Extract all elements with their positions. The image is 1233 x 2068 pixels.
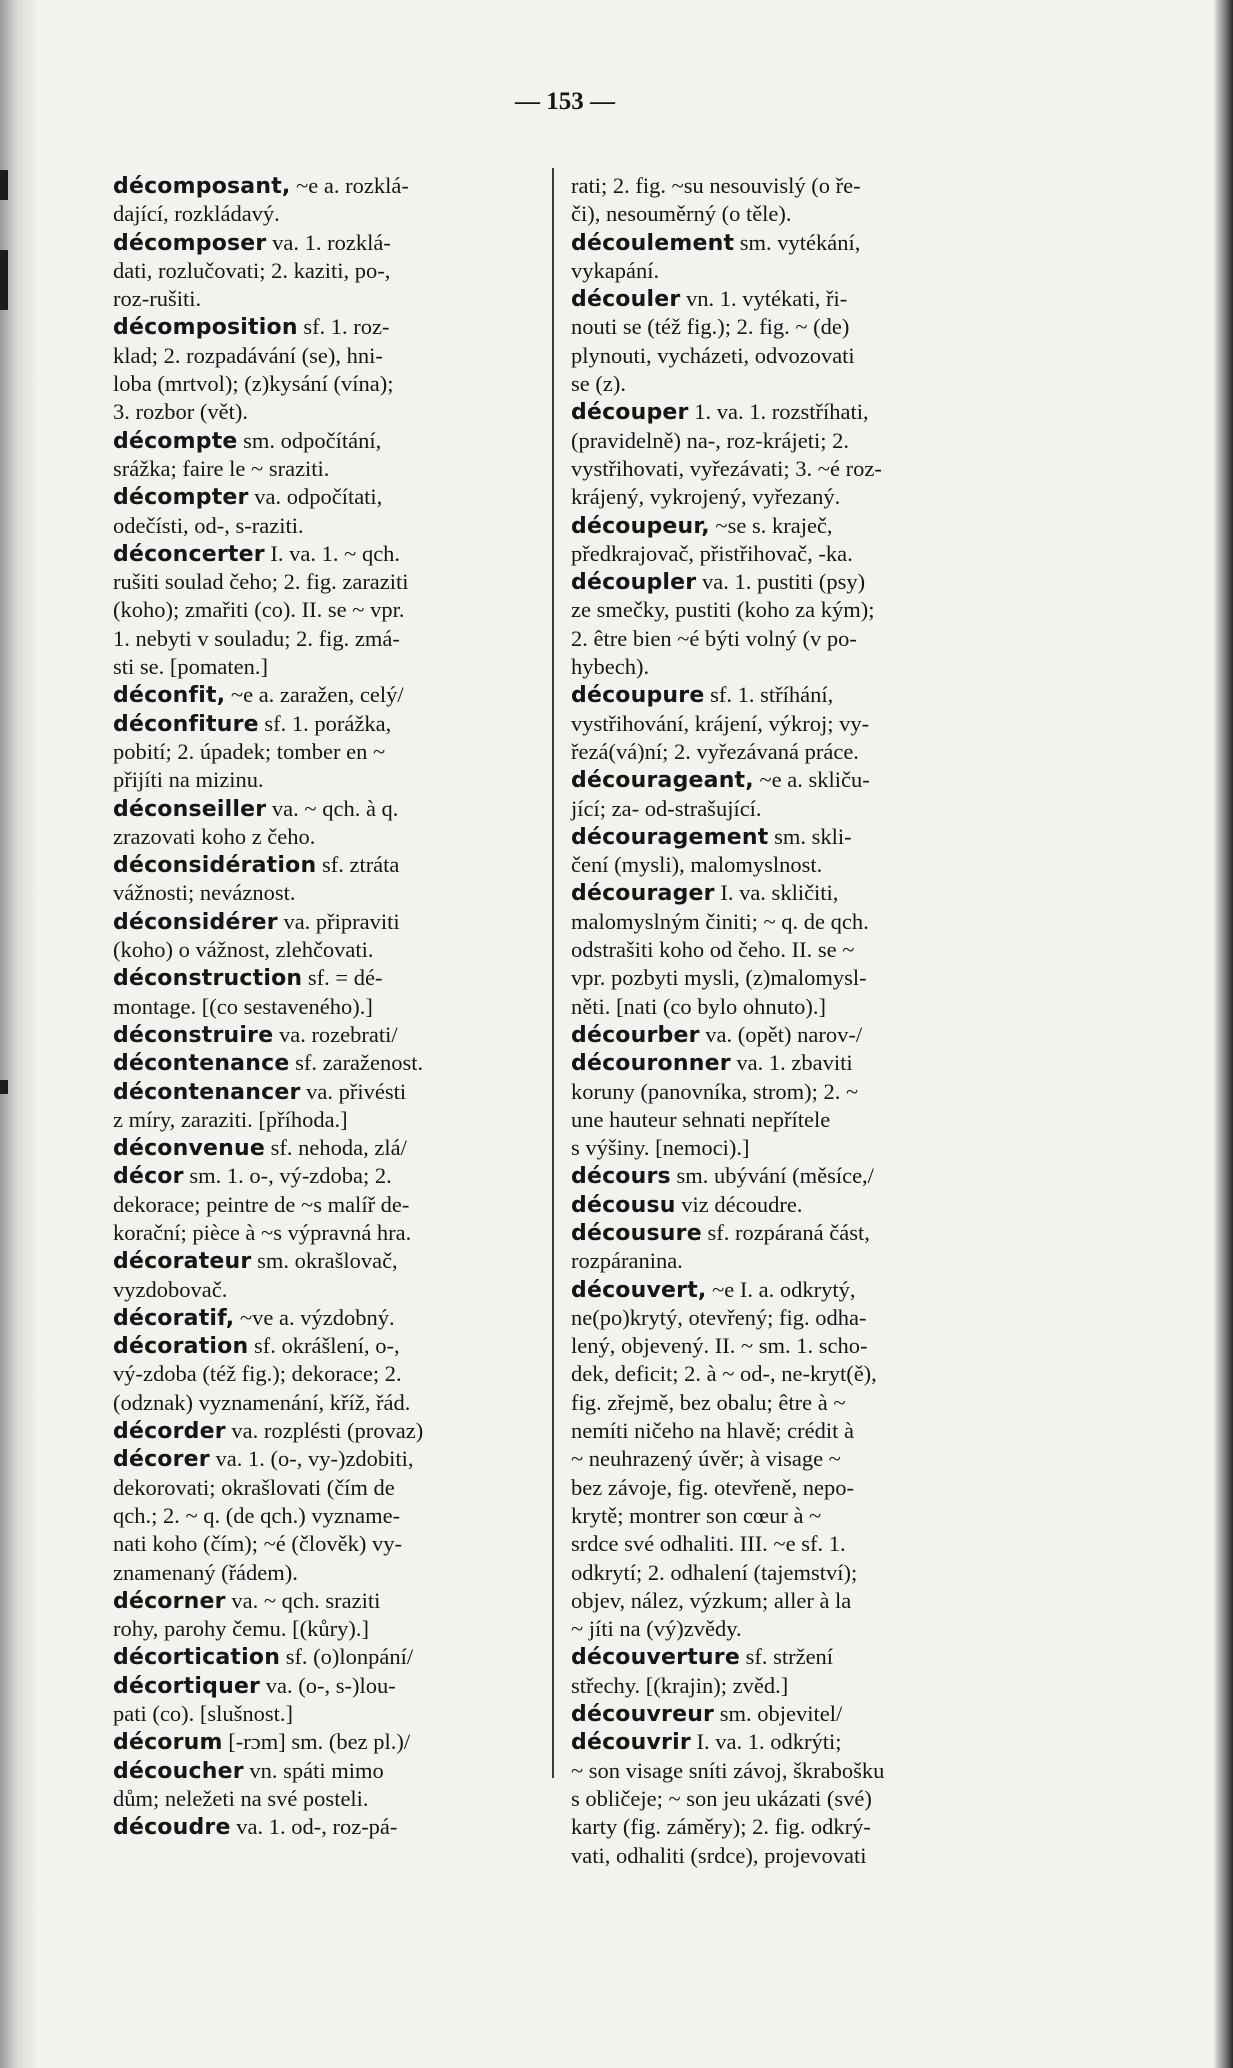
entry-line: montage. [(co sestaveného).]	[113, 993, 373, 1019]
headword: découpler	[571, 570, 697, 596]
column-divider	[552, 168, 554, 1778]
entry-line: pobití; 2. úpadek; tomber en ~	[113, 738, 386, 764]
dictionary-entry	[105, 1445, 545, 1586]
headword: décorner	[113, 1588, 226, 1614]
entry-line: vati, odhaliti (srdce), projevovati	[571, 1842, 867, 1868]
dictionary-entry	[563, 285, 1003, 398]
definition-text: sm. 1. o-, vý-zdoba; 2.	[183, 1163, 392, 1189]
entry-headline	[563, 1643, 1003, 1671]
definition-text: va. rozebrati/	[273, 1021, 398, 1047]
headword: découvrir	[571, 1730, 691, 1756]
entry-headline	[105, 1247, 545, 1275]
headword: découverture	[571, 1645, 740, 1671]
headword: décorer	[113, 1447, 210, 1473]
entry-line: znamenaný (řádem).	[113, 1559, 298, 1585]
entry-line: klad; 2. rozpadávání (se), hni-	[113, 342, 383, 368]
dictionary-entry	[105, 1021, 545, 1049]
book-gutter-shadow	[0, 0, 38, 2068]
headword: décorder	[113, 1419, 226, 1445]
headword: déconstruction	[113, 966, 303, 992]
dictionary-entry	[105, 172, 545, 229]
entry-headline	[563, 766, 1003, 794]
dictionary-entry	[563, 1728, 1003, 1869]
definition-text: va. 1. pustiti (psy)	[696, 569, 866, 595]
definition-text: sf. (o)lonpání/	[280, 1644, 414, 1670]
entry-headline	[105, 1332, 545, 1360]
dictionary-entry	[105, 1247, 545, 1304]
entry-headline	[105, 229, 545, 257]
dictionary-entry	[105, 427, 545, 484]
entry-line: vystřihování, krájení, výkroj; vy-	[571, 710, 870, 736]
dictionary-entry	[105, 1049, 545, 1077]
dictionary-entry	[105, 229, 545, 314]
dictionary-entry	[105, 1304, 545, 1332]
definition-text: sm. objevitel/	[714, 1701, 843, 1727]
entry-line: korační; pièce à ~s výpravná hra.	[113, 1219, 412, 1245]
headword: découpure	[571, 683, 705, 709]
headword: déconfiture	[113, 711, 259, 737]
dictionary-entry	[563, 1049, 1003, 1162]
entry-headline	[563, 512, 1003, 540]
dictionary-entry	[563, 229, 1003, 286]
entry-headline: rati; 2. fig. ~su nesouvislý (o ře-	[571, 173, 861, 198]
dictionary-entry	[563, 512, 1003, 569]
dictionary-entry	[105, 908, 545, 965]
dictionary-entry	[563, 172, 1003, 229]
entry-line: srážka; faire le ~ sraziti.	[113, 455, 330, 481]
entry-line: roz-rušiti.	[113, 286, 202, 312]
entry-line: odkrytí; 2. odhalení (tajemství);	[571, 1559, 858, 1585]
entry-line: vystřihovati, vyřezávati; 3. ~é roz-	[571, 455, 882, 481]
entry-line: une hauteur sehnati nepřítele	[571, 1106, 831, 1132]
dictionary-entry	[105, 540, 545, 681]
dictionary-entry	[105, 1587, 545, 1644]
entry-line: zrazovati koho z čeho.	[113, 823, 316, 849]
page-number: — 153 —	[515, 88, 615, 115]
entry-headline	[563, 1021, 1003, 1049]
definition-text: sf. stržení	[739, 1644, 834, 1670]
entry-headline	[563, 1162, 1003, 1190]
entry-line: ~ neuhrazený úvěr; à visage ~	[571, 1446, 841, 1472]
definition-text: sf. 1. porážka,	[258, 710, 392, 736]
headword: décorateur	[113, 1249, 252, 1275]
headword: découdre	[113, 1815, 231, 1841]
entry-headline	[105, 1445, 545, 1473]
entry-headline	[563, 229, 1003, 257]
entry-headline	[105, 1643, 545, 1671]
entry-line: srdce své odhaliti. III. ~e sf. 1.	[571, 1531, 846, 1557]
entry-headline	[105, 908, 545, 936]
entry-line: (odznak) vyznamenání, kříž, řád.	[113, 1389, 411, 1415]
dictionary-entry	[105, 1757, 545, 1814]
headword: décortiquer	[113, 1673, 261, 1699]
entry-line: vý-zdoba (též fig.); dekorace; 2.	[113, 1361, 402, 1387]
entry-headline	[105, 851, 545, 879]
headword: déconstruire	[113, 1022, 274, 1048]
entry-headline	[105, 1728, 545, 1756]
headword: déconseiller	[113, 796, 267, 822]
dictionary-entry	[105, 1134, 545, 1162]
definition-text: sf. 1. stříhání,	[704, 682, 834, 708]
entry-line: rozpáranina.	[571, 1248, 683, 1274]
entry-headline	[563, 1191, 1003, 1219]
entry-line: se (z).	[571, 371, 626, 397]
entry-line: ~ jíti na (vý)zvědy.	[571, 1616, 742, 1642]
definition-text: viz découdre.	[675, 1191, 803, 1217]
entry-line: ne(po)krytý, otevřený; fig. odha-	[571, 1304, 867, 1330]
entry-line: dekorace; peintre de ~s malíř de-	[113, 1191, 410, 1217]
entry-line: či), nesouměrný (o těle).	[571, 201, 792, 227]
entry-line: předkrajovač, přistřihovač, -ka.	[571, 540, 853, 566]
entry-line: 2. être bien ~é býti volný (v po-	[571, 625, 857, 651]
left-column	[105, 172, 545, 1842]
entry-line: s výšiny. [nemoci).]	[571, 1135, 750, 1161]
entry-line: fig. zřejmě, bez obalu; être à ~	[571, 1389, 846, 1415]
headword: décor	[113, 1164, 184, 1190]
dictionary-entry	[105, 851, 545, 908]
definition-text: sm. skli-	[768, 823, 852, 849]
page-edge-shadow	[1213, 0, 1233, 2068]
definition-text: vn. 1. vytékati, ři-	[680, 286, 848, 312]
dictionary-entry	[563, 398, 1003, 511]
definition-text: ~se s. kraječ,	[709, 512, 833, 538]
definition-text: va. ~ qch. sraziti	[225, 1587, 381, 1613]
dictionary-entry	[105, 681, 545, 709]
dictionary-entry	[105, 1672, 545, 1729]
definition-text: sf. rozpáraná část,	[701, 1219, 870, 1245]
dictionary-entry	[105, 1078, 545, 1135]
entry-headline	[105, 1417, 545, 1445]
dictionary-entry	[105, 964, 545, 1021]
definition-text: va. (opět) narov-/	[699, 1021, 863, 1047]
entry-headline	[105, 964, 545, 992]
headword: découler	[571, 287, 681, 313]
dictionary-entry	[563, 1219, 1003, 1276]
headword: découlement	[571, 230, 735, 256]
headword: décomposition	[113, 315, 298, 341]
headword: décomposant,	[113, 174, 291, 199]
definition-text: va. 1. zbaviti	[730, 1050, 853, 1076]
entry-line: objev, nález, výzkum; aller à la	[571, 1587, 852, 1613]
dictionary-entry	[563, 1643, 1003, 1700]
entry-line: malomyslným činiti; ~ q. de qch.	[571, 908, 869, 934]
entry-headline	[105, 795, 545, 823]
entry-line: vpr. pozbyti mysli, (z)malomysl-	[571, 965, 867, 991]
headword: décousu	[571, 1192, 676, 1218]
entry-headline	[105, 1021, 545, 1049]
entry-headline	[105, 1162, 545, 1190]
entry-headline	[563, 1276, 1003, 1304]
definition-text: sf. 1. roz-	[297, 314, 390, 340]
dictionary-entry	[563, 766, 1003, 823]
dictionary-entry	[563, 568, 1003, 681]
entry-line: jící; za- od-strašující.	[571, 795, 762, 821]
definition-text: va. odpočítati,	[248, 484, 383, 510]
entry-line: vykapání.	[571, 257, 660, 283]
dictionary-entry	[105, 1728, 545, 1756]
entry-line: sti se. [pomaten.]	[113, 654, 268, 680]
entry-line: pati (co). [slušnost.]	[113, 1701, 293, 1727]
entry-line: krájený, vykrojený, vyřezaný.	[571, 484, 841, 510]
definition-text: va. připraviti	[277, 908, 400, 934]
entry-line: rohy, parohy čemu. [(kůry).]	[113, 1616, 369, 1642]
entry-line: odečísti, od-, s-raziti.	[113, 512, 304, 538]
entry-headline	[105, 1049, 545, 1077]
headword: découcher	[113, 1758, 244, 1784]
definition-text: vn. spáti mimo	[243, 1757, 384, 1783]
entry-line: (pravidelně) na-, roz-krájeti; 2.	[571, 427, 849, 453]
entry-line: lený, objevený. II. ~ sm. 1. scho-	[571, 1333, 868, 1359]
entry-line: (koho); zmařiti (co). II. se ~ vpr.	[113, 597, 405, 623]
dictionary-entry	[563, 1191, 1003, 1219]
definition-text: sm. okrašlovač,	[251, 1248, 398, 1274]
dictionary-entry	[105, 313, 545, 426]
entry-line: čení (mysli), malomyslnost.	[571, 852, 823, 878]
headword: décompter	[113, 485, 249, 511]
entry-line: plynouti, vycházeti, odvozovati	[571, 342, 855, 368]
headword: décontenance	[113, 1051, 290, 1077]
entry-headline	[563, 823, 1003, 851]
entry-line: dekorovati; okrašlovati (čím de	[113, 1474, 395, 1500]
headword: découvreur	[571, 1702, 715, 1728]
headword: décourber	[571, 1022, 700, 1048]
definition-text: I. va. 1. odkrýti;	[690, 1729, 842, 1755]
definition-text: I. va. 1. ~ qch.	[264, 540, 401, 566]
dictionary-entry	[105, 1813, 545, 1841]
entry-line: koruny (panovníka, strom); 2. ~	[571, 1078, 859, 1104]
headword: déconfit,	[113, 683, 226, 709]
definition-text: sm. ubývání (měsíce,/	[670, 1163, 874, 1189]
definition-text: va. ~ qch. à q.	[266, 795, 399, 821]
definition-text: sf. ztráta	[316, 852, 400, 878]
entry-line: nemíti ničeho na hlavě; crédit à	[571, 1418, 855, 1444]
headword: découpeur,	[571, 513, 710, 539]
entry-headline	[563, 285, 1003, 313]
headword: décoration	[113, 1334, 249, 1360]
headword: découragement	[571, 824, 769, 850]
headword: découronner	[571, 1051, 731, 1077]
entry-headline	[105, 1304, 545, 1332]
dictionary-entry	[563, 1700, 1003, 1728]
entry-headline	[563, 681, 1003, 709]
entry-headline	[105, 1078, 545, 1106]
entry-line: loba (mrtvol); (z)kysání (vína);	[113, 371, 394, 397]
definition-text: va. 1. rozklá-	[266, 229, 391, 255]
entry-headline	[105, 483, 545, 511]
definition-text: 1. va. 1. rozstříhati,	[688, 399, 869, 425]
entry-line: dům; neležeti na své posteli.	[113, 1785, 369, 1811]
definition-text: va. rozplésti (provaz)	[225, 1418, 424, 1444]
entry-line: krytě; montrer son cœur à ~	[571, 1502, 822, 1528]
entry-line: dek, deficit; 2. à ~ od-, ne-kryt(ě),	[571, 1361, 877, 1387]
entry-headline	[105, 540, 545, 568]
entry-line: něti. [nati (co bylo ohnuto).]	[571, 993, 826, 1019]
headword: déconvenue	[113, 1136, 265, 1162]
headword: décomposer	[113, 230, 267, 256]
entry-line: střechy. [(krajin); zvěd.]	[571, 1672, 789, 1698]
dictionary-entry	[105, 795, 545, 852]
entry-line: hybech).	[571, 654, 650, 680]
entry-line: řezá(vá)ní; 2. vyřezávaná práce.	[571, 738, 859, 764]
headword: découvert,	[571, 1277, 707, 1303]
definition-text: ~ve a. výzdobný.	[234, 1304, 395, 1330]
definition-text: sf. zaraženost.	[289, 1050, 424, 1076]
headword: déconcerter	[113, 541, 265, 567]
entry-headline	[563, 1219, 1003, 1247]
headword: décorum	[113, 1730, 223, 1756]
entry-line: ze smečky, pustiti (koho za kým);	[571, 597, 875, 623]
entry-headline	[563, 1728, 1003, 1756]
headword: décontenancer	[113, 1079, 301, 1105]
definition-text: sm. vytékání,	[734, 229, 861, 255]
entry-headline	[563, 1700, 1003, 1728]
entry-headline	[563, 879, 1003, 907]
headword: déconsidérer	[113, 909, 278, 935]
entry-line: přijíti na mizinu.	[113, 767, 264, 793]
entry-headline	[105, 1757, 545, 1785]
entry-line: vyzdobovač.	[113, 1276, 228, 1302]
dictionary-entry	[105, 1162, 545, 1247]
entry-headline	[105, 427, 545, 455]
dictionary-entry	[105, 1417, 545, 1445]
definition-text: ~e a. zaražen, celý/	[225, 682, 404, 708]
definition-text: va. 1. (o-, vy-)zdobiti,	[209, 1446, 414, 1472]
entry-headline	[105, 710, 545, 738]
entry-line: (koho) o vážnost, zlehčovati.	[113, 937, 374, 963]
entry-line: 1. nebyti v souladu; 2. fig. zmá-	[113, 625, 400, 651]
headword: décourageant,	[571, 768, 754, 794]
dictionary-entry	[563, 879, 1003, 1020]
definition-text: I. va. skličiti,	[714, 880, 839, 906]
entry-headline	[105, 1813, 545, 1841]
definition-text: ~e a. skliču-	[753, 767, 870, 793]
entry-line: ~ son visage sníti závoj, škrabošku	[571, 1757, 885, 1783]
headword: décompte	[113, 428, 238, 454]
definition-text: [-rɔm] sm. (bez pl.)/	[222, 1729, 411, 1755]
dictionary-entry	[105, 483, 545, 540]
entry-line: z míry, zaraziti. [příhoda.]	[113, 1106, 348, 1132]
dictionary-entry	[105, 710, 545, 795]
entry-headline	[105, 1134, 545, 1162]
dictionary-entry	[563, 1021, 1003, 1049]
edge-mark	[0, 250, 8, 310]
headword: découper	[571, 400, 689, 426]
definition-text: sf. = dé-	[302, 965, 383, 991]
entry-headline	[105, 172, 545, 200]
headword: décoratif,	[113, 1305, 235, 1331]
entry-line: 3. rozbor (vět).	[113, 399, 248, 425]
entry-headline	[563, 1049, 1003, 1077]
definition-text: sf. nehoda, zlá/	[265, 1135, 407, 1161]
headword: décourager	[571, 881, 715, 907]
entry-line: vážnosti; neváznost.	[113, 880, 296, 906]
entry-line: dající, rozkládavý.	[113, 201, 280, 227]
entry-line: karty (fig. záměry); 2. fig. odkrý-	[571, 1814, 871, 1840]
edge-mark	[0, 170, 8, 200]
entry-line: nouti se (též fig.); 2. fig. ~ (de)	[571, 314, 850, 340]
entry-headline	[105, 681, 545, 709]
headword: déconsidération	[113, 853, 317, 879]
definition-text: ~e a. rozklá-	[290, 173, 409, 198]
entry-line: nati koho (čím); ~é (člověk) vy-	[113, 1531, 402, 1557]
entry-line: odstrašiti koho od čeho. II. se ~	[571, 937, 855, 963]
definition-text: sf. okrášlení, o-,	[248, 1333, 400, 1359]
edge-mark	[0, 1080, 8, 1094]
dictionary-entry	[563, 823, 1003, 880]
entry-line: qch.; 2. ~ q. (de qch.) vyzname-	[113, 1502, 401, 1528]
definition-text: ~e I. a. odkrytý,	[706, 1276, 856, 1302]
entry-headline	[563, 568, 1003, 596]
entry-headline	[105, 1587, 545, 1615]
entry-line: rušiti soulad čeho; 2. fig. zaraziti	[113, 569, 409, 595]
entry-headline	[563, 398, 1003, 426]
dictionary-entry	[563, 681, 1003, 766]
definition-text: sm. odpočítání,	[237, 427, 382, 453]
dictionary-entry	[105, 1332, 545, 1417]
definition-text: va. (o-, s-)lou-	[260, 1672, 396, 1698]
definition-text: va. přivésti	[300, 1078, 407, 1104]
entry-line: bez závoje, fig. otevřeně, nepo-	[571, 1474, 854, 1500]
entry-line: dati, rozlučovati; 2. kaziti, po-,	[113, 257, 391, 283]
headword: décortication	[113, 1645, 281, 1671]
headword: décousure	[571, 1220, 702, 1246]
entry-headline	[105, 313, 545, 341]
headword: décours	[571, 1164, 671, 1190]
definition-text: va. 1. od-, roz-pá-	[230, 1814, 398, 1840]
entry-headline	[105, 1672, 545, 1700]
dictionary-entry	[105, 1643, 545, 1671]
dictionary-entry	[563, 1162, 1003, 1190]
right-column	[563, 172, 1003, 1870]
entry-line: s obličeje; ~ son jeu ukázati (své)	[571, 1785, 872, 1811]
dictionary-entry	[563, 1276, 1003, 1644]
